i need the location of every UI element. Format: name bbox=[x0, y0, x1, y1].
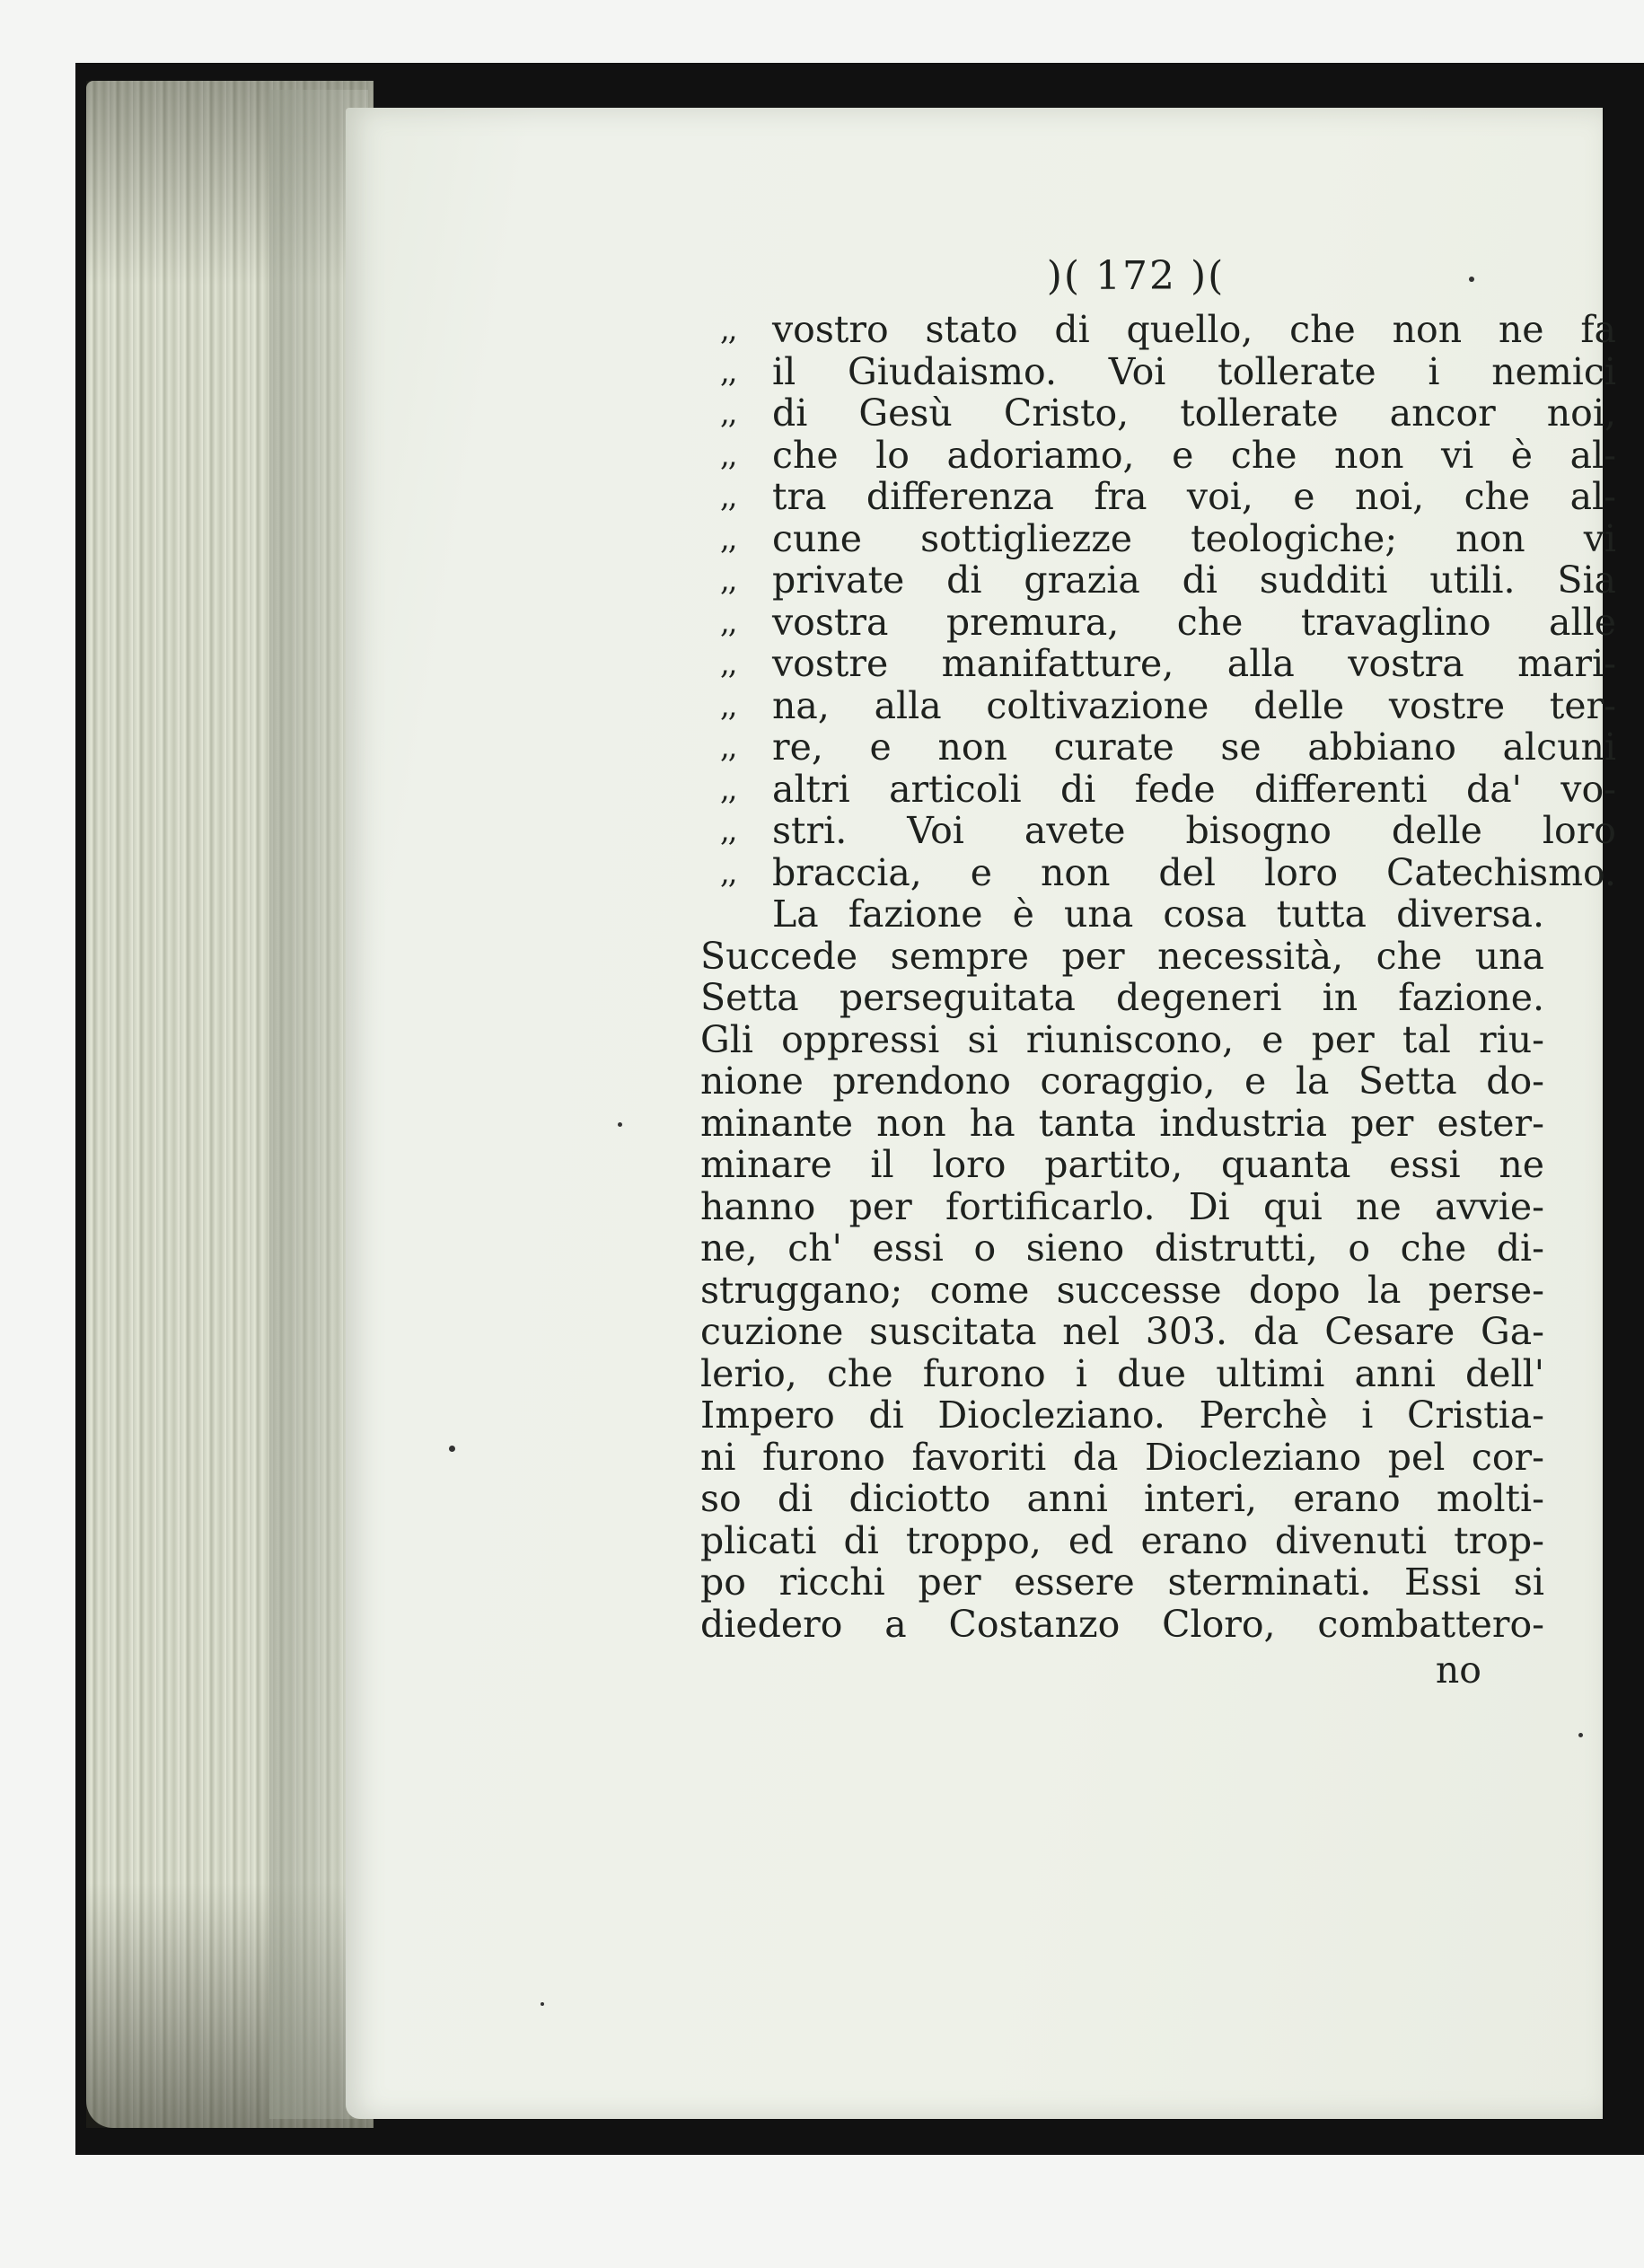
paragraph-line: struggano; come successe dopo la perse- bbox=[700, 1268, 1544, 1312]
quoted-line: ,, braccia, e non del loro Catechismo. bbox=[720, 850, 1616, 894]
paragraph-line: hanno per fortificarlo. Di qui ne avvie- bbox=[700, 1184, 1544, 1228]
paragraph-line: diedero a Costanzo Cloro, combattero- bbox=[700, 1602, 1544, 1646]
quote-marker: ,, bbox=[720, 479, 736, 514]
quoted-line: ,, cune sottigliezze teologiche; non vi bbox=[720, 516, 1616, 560]
quote-marker: ,, bbox=[720, 312, 736, 347]
quoted-line: ,, stri. Voi avete bisogno delle loro bbox=[720, 809, 1616, 852]
quote-marker: ,, bbox=[720, 729, 736, 765]
quoted-line: ,, na, alla coltivazione delle vostre ter- bbox=[720, 683, 1616, 727]
paragraph-line: plicati di troppo, ed erano divenuti trop- bbox=[700, 1518, 1544, 1562]
quote-marker: ,, bbox=[720, 603, 736, 640]
quote-marker: ,, bbox=[720, 436, 736, 473]
quote-marker: ,, bbox=[720, 520, 736, 557]
quote-marker: ,, bbox=[720, 353, 736, 390]
paragraph-line: ni furono favoriti da Diocleziano pel cor- bbox=[700, 1435, 1544, 1479]
paragraph-line: cuzione suscitata nel 303. da Cesare Ga- bbox=[700, 1310, 1544, 1353]
quote-marker: ,, bbox=[720, 854, 736, 891]
paragraph-first-line: La fazione è una cosa tutta diversa. bbox=[772, 892, 1544, 936]
quote-marker: ,, bbox=[720, 813, 736, 848]
paragraph-line: nione prendono coraggio, e la Setta do- bbox=[700, 1059, 1544, 1103]
quoted-line: ,, di Gesù Cristo, tollerate ancor noi, bbox=[720, 391, 1616, 435]
quoted-line: ,, vostro stato di quello, che non ne fa bbox=[720, 308, 1616, 351]
paragraph-line: minante non ha tanta industria per ester- bbox=[700, 1101, 1544, 1145]
paragraph-line: po ricchi per essere sterminati. Essi si bbox=[700, 1560, 1544, 1604]
paragraph-line: lerio, che furono i due ultimi anni dell' bbox=[700, 1351, 1544, 1395]
catchword: no bbox=[1435, 1648, 1481, 1692]
quoted-line: ,, tra differenza fra voi, e noi, che al- bbox=[720, 475, 1616, 518]
quoted-line: ,, private di grazia di sudditi utili. Sia bbox=[720, 558, 1616, 602]
page-text bbox=[700, 244, 1616, 1695]
quoted-line: ,, altri articoli di fede differenti da' vo- bbox=[720, 767, 1616, 811]
quoted-line: ,, che lo adoriamo, e che non vi è al- bbox=[720, 433, 1616, 477]
paragraph-line: Gli oppressi si riuniscono, e per tal riu- bbox=[700, 1017, 1544, 1061]
paragraph-line: so di diciotto anni interi, erano molti- bbox=[700, 1477, 1544, 1520]
paragraph bbox=[700, 893, 1544, 1645]
quoted-line: ,, il Giudaismo. Voi tollerate i nemici bbox=[720, 349, 1616, 393]
page-header: )( 172 )( bbox=[1046, 253, 1226, 299]
quote-marker: ,, bbox=[720, 646, 736, 681]
quote-marker: ,, bbox=[720, 562, 736, 598]
paragraph-line: Impero di Diocleziano. Perchè i Cristia- bbox=[700, 1393, 1544, 1437]
paragraph-line: Setta perseguitata degeneri in fazione. bbox=[700, 976, 1544, 1019]
paragraph-line: minare il loro partito, quanta essi ne bbox=[700, 1143, 1544, 1186]
paragraph-line: ne, ch' essi o sieno distrutti, o che di- bbox=[700, 1226, 1544, 1270]
quote-marker: ,, bbox=[720, 395, 736, 431]
paragraph-line: Succede sempre per necessità, che una bbox=[700, 934, 1544, 978]
quote-marker: ,, bbox=[720, 770, 736, 807]
quoted-line: ,, re, e non curate se abbiano alcuni bbox=[720, 725, 1616, 769]
quoted-line: ,, vostra premura, che travaglino alle bbox=[720, 600, 1616, 644]
quoted-block bbox=[700, 308, 1616, 894]
quote-marker: ,, bbox=[720, 687, 736, 724]
quoted-line: ,, vostre manifatture, alla vostra mari- bbox=[720, 642, 1616, 685]
